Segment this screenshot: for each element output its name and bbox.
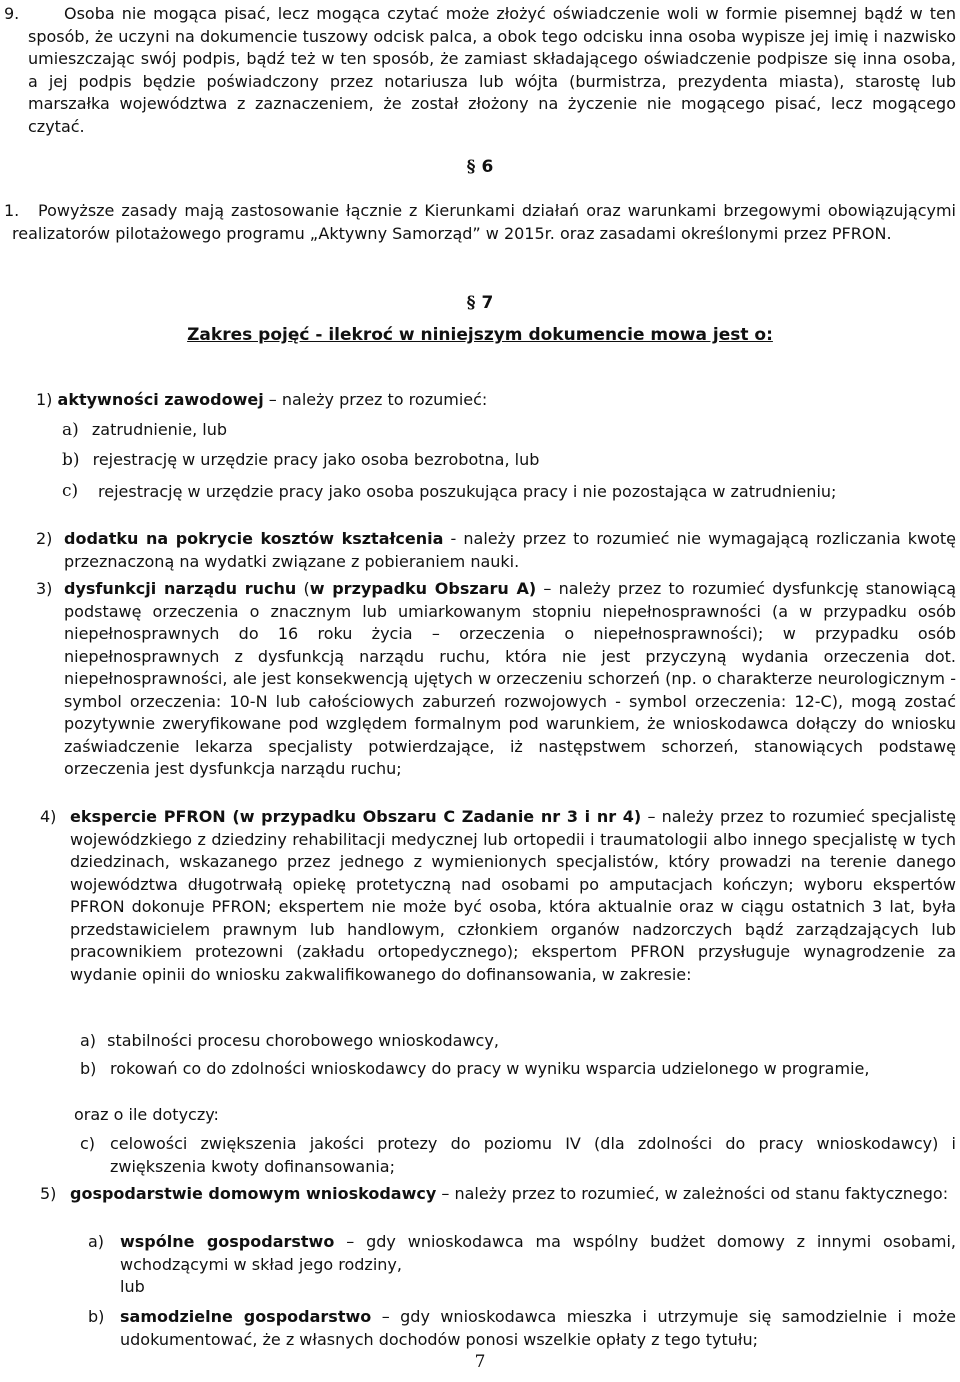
definition-subitem-b: b) rejestrację w urzędzie pracy jako osoba bezrobotna, lub (62, 450, 540, 470)
section-7-title: Zakres pojęć - ilekroć w niniejszym dokumencie mowa jest o: (187, 325, 773, 345)
definition-number: 3) (36, 579, 53, 598)
definition-text: – należy przez to rozumieć: (263, 390, 488, 409)
definition-number: 2) (36, 529, 53, 548)
section-number: 6 (481, 157, 494, 177)
point-text: Osoba nie mogąca pisać, lecz mogąca czytać może złożyć oświadczenie woli w formie pisemnej bądź w ten sposób, że uczyni na dokumencie tuszowy odcisk palca, a obok tego odcisku inna osoba wypisze jej imię i nazwisko umieszczając swój podpis, bądź też w ten sposób, że zamiast składającego oświadczenie podpisze się inna osoba, a jej podpis będzie poświadczony przez notariusza lub wójta (burmistrza, prezydenta miasta), starostę lub marszałka województwa z zaznaczeniem, że został złożony na życzenie nie mogącego pisać, lecz mogącego czytać. (28, 4, 956, 136)
definition-term: aktywności zawodowej (57, 390, 264, 409)
definition-subitem-a: a) stabilności procesu chorobowego wnioskodawcy, (80, 1031, 499, 1050)
section-symbol: § (466, 293, 476, 313)
definition-text: - należy przez to rozumieć nie wymagającą rozliczania kwotę przeznaczoną na wydatki związane z pobieraniem nauki. (64, 529, 957, 571)
definition-subitem-a: a) zatrudnienie, lub (62, 420, 227, 440)
point-text: Powyższe zasady mają zastosowanie łącznie z Kierunkami działań oraz warunkami brzegowymi obowiązującymi realizatorów pilotażowego programu „Aktywny Samorząd” w 2015r. oraz zasadami określonymi przez PFRON. (12, 201, 956, 243)
section-number: 7 (481, 293, 494, 313)
point-number: 1. (4, 201, 20, 220)
document-page: 9. Osoba nie mogąca pisać, lecz mogąca czytać może złożyć oświadczenie woli w formie pisemnej bądź w ten sposób, że uczyni na dokumencie tuszowy odcisk palca, a obok tego odcisku inna osoba wypisze jej imię i nazwisko umieszczając swój podpis, bądź też w ten sposób, że zamiast składającego oświadczenie podpisze się inna osoba, a jej podpis będzie poświadczony przez notariusza lub wójta (burmistrza, prezydenta miasta), starostę lub marszałka województwa z zaznaczeniem, że został złożony na życzenie nie mogącego pisać, lecz mogącego czytać. § 6 1. Powyższe zasady mają zastosowanie łącznie z Kierunkami działań oraz warunkami brzegowymi obowiązującymi realizatorów pilotażowego programu „Aktywny Samorząd” w 2015r. oraz zasadami określonymi przez PFRON. § 7 Zakres pojęć - ilekroć w niniejszym dokumencie mowa jest o: 1) aktywności zawodowej – należy przez to rozumieć: a) zatrudnienie, lub b) rejestrację w urzędzie pracy jako osoba bezrobotna, lub c) rejestrację w urzędzie pracy jako osoba poszukująca pracy i nie pozostająca w zatrudnieniu; 2) dodatku na pokrycie kosztów kształcenia - należy przez to rozumieć nie wymagającą rozliczania kwotę przeznaczoną na wydatki związane z pobieraniem nauki. 3) dysfunkcji narządu ruchu (w przypadku Obszaru A) – należy przez to rozumieć dysfunkcję stanowiącą podstawę orzeczenia o znacznym lub umiarkowanym stopniu niepełnosprawności (a w przypadku osób niepełnosprawnych do 16 roku życia – orzeczenia o niepełnosprawności); w przypadku osób niepełnosprawnych z dysfunkcją narządu ruchu, która nie jest przyczyną wydania orzeczenia dot. niepełnosprawności, ale jest konsekwencją ujętych w orzeczeniu schorzeń (np. o charakterze neurologicznym - symbol orzeczenia: 10-N lub całościowych zaburzeń rozwojowych - symbol orzeczenia: 12-C), mogą zostać pozytywnie zweryfikowane pod względem formalnym pod warunkiem, że wnioskodawca dołączy do wniosku zaświadczenie lekarza specjalisty potwierdzające, iż następstwem schorzeń, stanowiących podstawę orzeczenia jest dysfunkcja narządu ruchu; 4) ekspercie PFRON (w przypadku Obszaru C Zadanie nr 3 i nr 4) – należy przez to rozumieć specjalistę wojewódzkiego z dziedziny rehabilitacji medycznej lub ortopedii i traumatologii albo innego specjalistę w tych dziedzinach, wskazanego przez jednego z wymienionych specjalistów, który prowadzi na terenie danego województwa długotrwałą opiekę protetyczną nad osobami po amputacjach kończyn; wyboru ekspertów PFRON dokonuje PFRON; ekspertem nie może być osoba, która aktualnie oraz w ciągu ostatnich 3 lat, była przedstawicielem prawnym lub handlowym, członkiem organów nadzorczych bądź zarządzających lub pracownikiem protezowni (zakładu ortopedycznego); ekspertom PFRON przysługuje wynagrodzenie za wydanie opinii do wniosku zakwalifikowanego do dofinansowania, w zakresie: a) stabilności procesu chorobowego wnioskodawcy, b) rokowań co do zdolności wnioskodawcy do pracy w wyniku wsparcia udzielonego w programie, oraz o ile dotyczy: c) celowości zwiększenia jakości protezy do poziomu IV (dla zdolności do pracy wnioskodawcy) i zwiększenia kwoty dofinansowania; 5) gospodarstwie domowym wnioskodawcy – należy przez to rozumieć, w zależności od stanu faktycznego: a) wspólne gospodarstwo – gdy wnioskodawca ma wspólny budżet domowy z innymi osobami, wchodzącymi w skład jego rodziny, lub b) samodzielne gospodarstwo – gdy wnioskodawca mieszka i utrzymuje się samodzielnie i może udokumentować, że z własnych dochodów ponosi wszelkie opłaty z tego tytułu; 7 (0, 0, 960, 1382)
definition-term: ekspercie PFRON (w przypadku Obszaru C Zadanie nr 3 i nr 4) (70, 807, 642, 826)
section-7-heading (0, 293, 960, 313)
section-6-heading (0, 157, 960, 177)
definition-term: dysfunkcji narządu ruchu (64, 579, 297, 598)
definition-term-qualifier: w przypadku Obszaru A) (309, 579, 537, 598)
definition-term: gospodarstwie domowym wnioskodawcy (70, 1184, 437, 1203)
definition-text: – należy przez to rozumieć dysfunkcję stanowiącą podstawę orzeczenia o znacznym lub umiarkowanym stopniu niepełnosprawności (a w przypadku osób niepełnosprawnych do 16 roku życia – orzeczenia o niepełnosprawności); w przypadku osób niepełnosprawnych z dysfunkcją narządu ruchu, która nie jest przyczyną wydania orzeczenia dot. niepełnosprawności, ale jest konsekwencją ujętych w orzeczeniu schorzeń (np. o charakterze neurologicznym - symbol orzeczenia: 10-N lub całościowych zaburzeń rozwojowych - symbol orzeczenia: 12-C), mogą zostać pozytywnie zweryfikowane pod względem formalnym pod warunkiem, że wnioskodawca dołączy do wniosku zaświadczenie lekarza specjalisty potwierdzające, iż następstwem schorzeń, stanowiących podstawę orzeczenia jest dysfunkcja narządu ruchu; (64, 579, 957, 778)
definition-number: 1) (36, 390, 53, 409)
page-number: 7 (474, 1352, 486, 1372)
definition-term: dodatku na pokrycie kosztów kształcenia (64, 529, 444, 548)
definition-text: – należy przez to rozumieć, w zależności od stanu faktycznego: (436, 1184, 949, 1203)
point-number: 9. (4, 4, 20, 23)
definition-number: 5) (40, 1184, 57, 1203)
section-symbol: § (466, 157, 476, 177)
definition-number: 4) (40, 807, 57, 826)
definition-note: oraz o ile dotyczy: (74, 1105, 219, 1124)
definition-text: – należy przez to rozumieć specjalistę wojewódzkiego z dziedziny rehabilitacji medycznej lub ortopedii i traumatologii albo innego specjalistę w tych dziedzinach, wskazanego przez jednego z wymienionych specjalistów, który prowadzi na terenie danego województwa długotrwałą opiekę protetyczną nad osobami po amputacjach kończyn; wyboru ekspertów PFRON dokonuje PFRON; ekspertem nie może być osoba, która aktualnie oraz w ciągu ostatnich 3 lat, była przedstawicielem prawnym lub handlowym, członkiem organów nadzorczych bądź zarządzających lub pracownikiem protezowni (zakładu ortopedycznego); ekspertom PFRON przysługuje wynagrodzenie za wydanie opinii do wniosku zakwalifikowanego do dofinansowania, w zakresie: (70, 807, 956, 984)
